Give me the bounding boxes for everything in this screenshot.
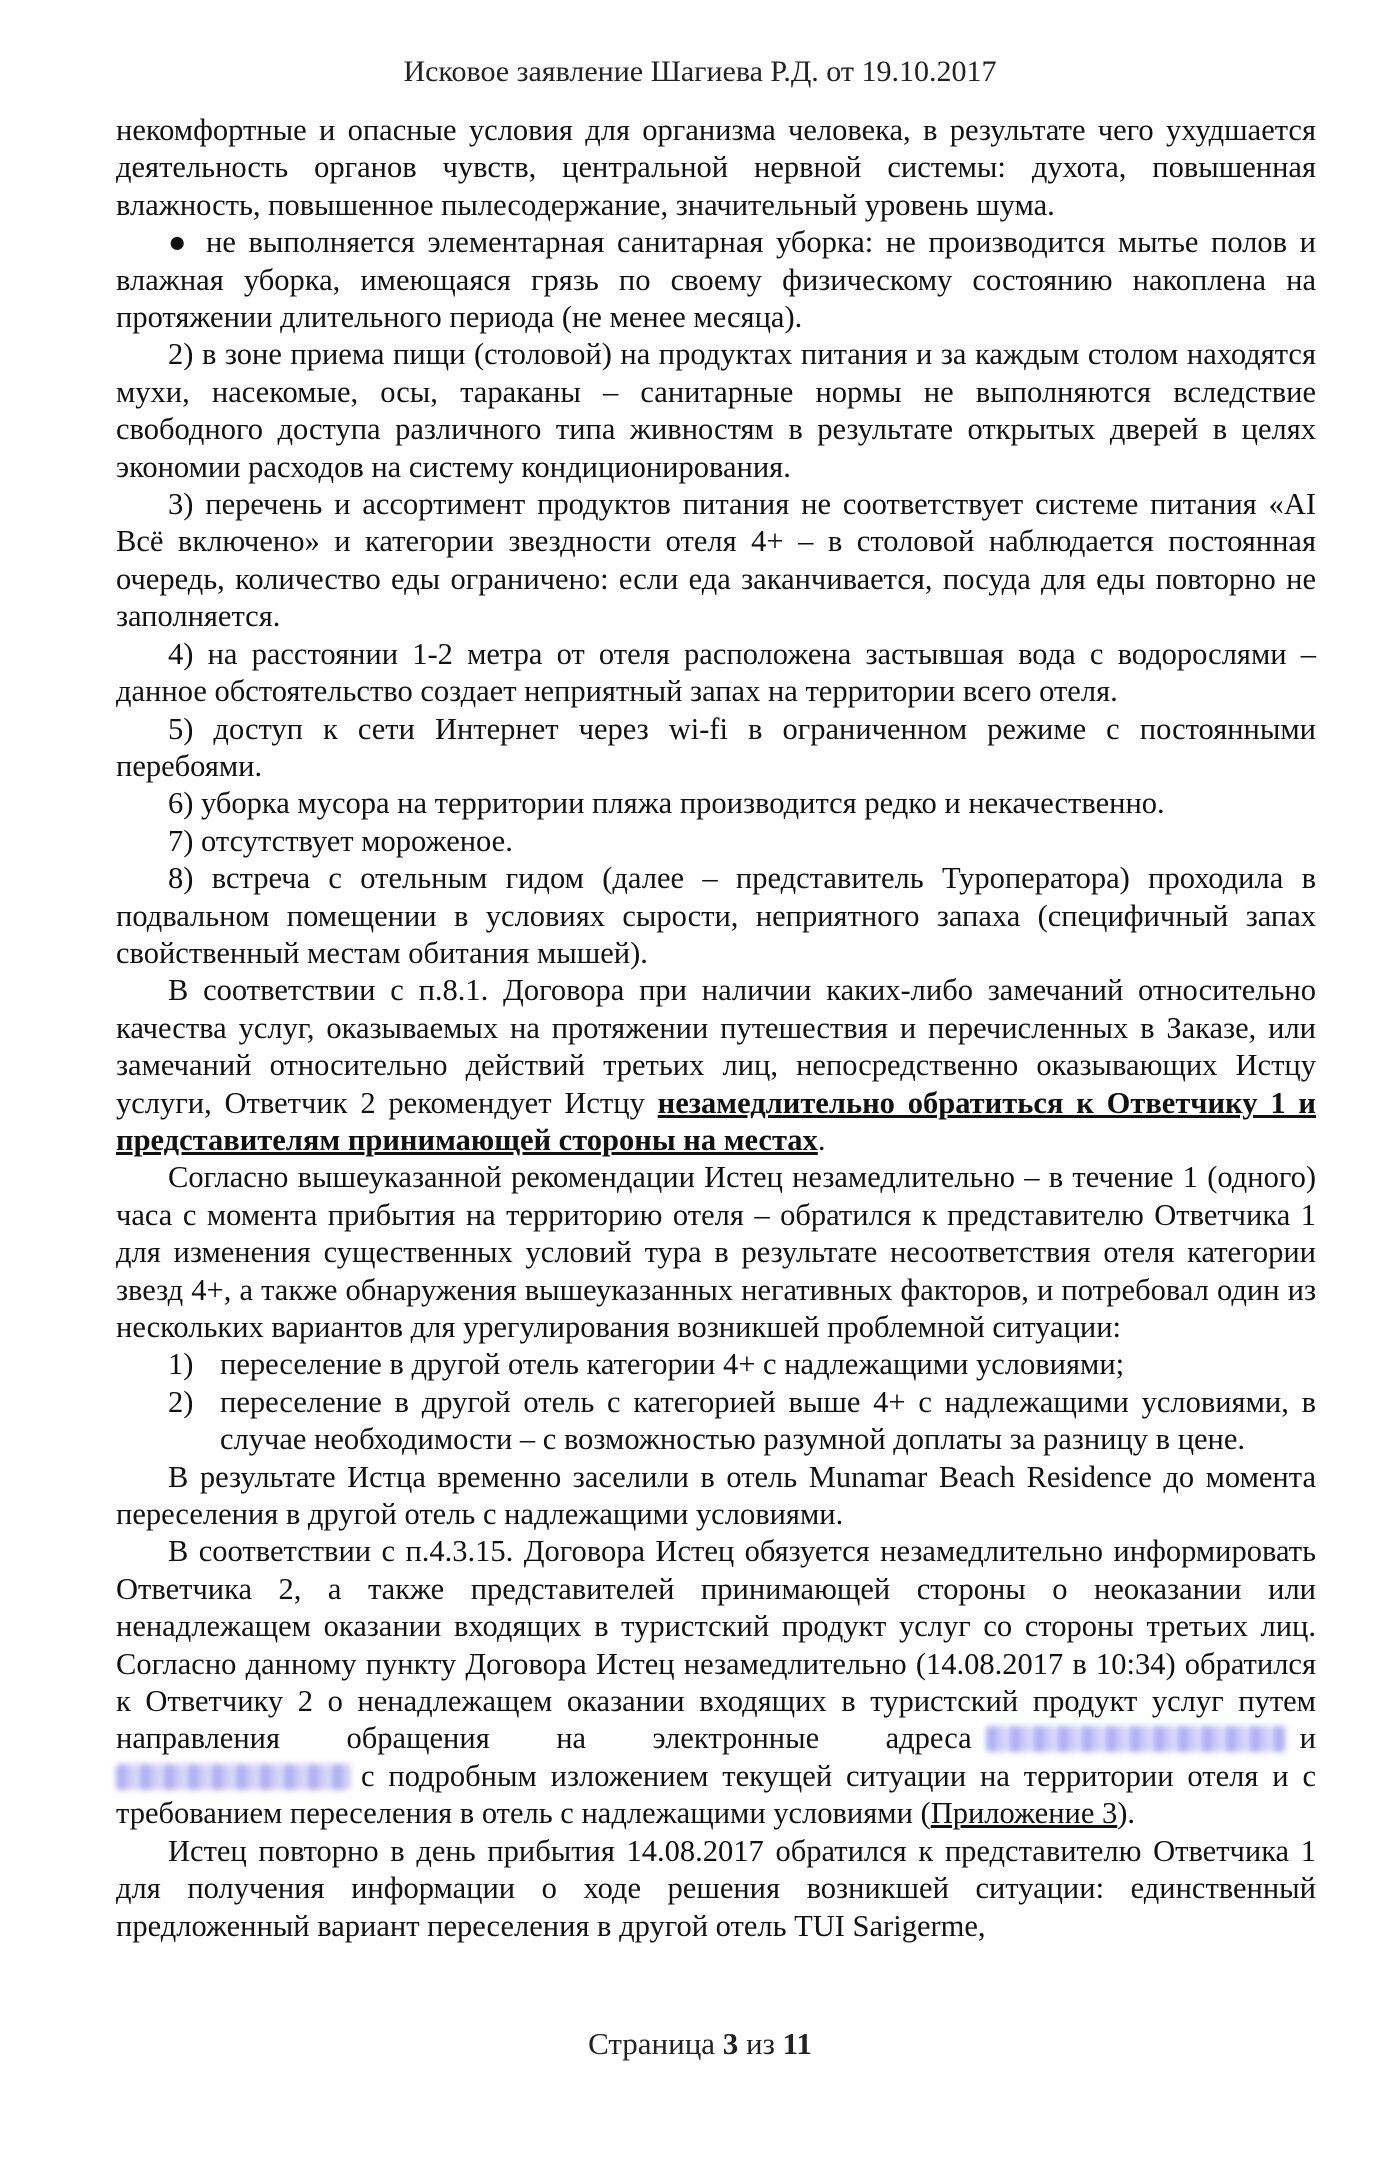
paragraph-repeat-appeal: Истец повторно в день прибытия 14.08.2017 обратился к представителю Ответчика 1 для получения информации о ходе решения возникшей ситуации: единственный предложенный вариант переселения в другой отель TUI Sarigerme,	[116, 1833, 1316, 1943]
paragraph-clause-4-3-15: В соответствии с п.4.3.15. Договора Истец обязуется незамедлительно информировать Ответчика 2, а также представителей принимающей стороны о неоказании или ненадлежащем оказании входящих в туристский продукт услуг со стороны третьих лиц. Согласно данному пункту Договора Истец незамедлительно (14.08.2017 в 10:34) обратился к Ответчику 2 о ненадлежащем оказании входящих в туристский продукт услуг путем направления обращения на электронные адреса и с подробным изложением текущей ситуации на территории отеля и с требованием переселения в отель с надлежащими условиями (Приложение 3).	[116, 1534, 1316, 1831]
paragraph-item-6: 6) уборка мусора на территории пляжа производится редко и некачественно.	[168, 786, 1165, 821]
bullet-marker: ●	[168, 225, 187, 260]
paragraph-item-4: 4) на расстоянии 1-2 метра от отеля расположена застывшая вода с водорослями – данное обстоятельство создает неприятный запах на территории всего отеля.	[116, 636, 1316, 709]
paragraph-recommendation: Согласно вышеуказанной рекомендации Истец незамедлительно – в течение 1 (одного) часа с момента прибытия на территорию отеля – обратился к представителю Ответчика 1 для изменения существенных условий тура в результате несоответствия отеля категории звезд 4+, а также обнаружения вышеуказанных негативных факторов, и потребовал один из нескольких вариантов для урегулирования возникшей проблемной ситуации:	[116, 1160, 1316, 1344]
page-footer: Страница 3 из 11	[588, 2026, 812, 2061]
appendix-link[interactable]: Приложение 3	[930, 1796, 1118, 1831]
bullet-paragraph	[116, 224, 1316, 336]
paragraph-item-7: 7) отсутствует мороженое.	[168, 823, 513, 858]
emphasized-text: незамедлительно обратиться к Ответчику 1 и представителям принимающей стороны на местах	[116, 1085, 1316, 1157]
paragraph-intro: некомфортные и опасные условия для организма человека, в результате чего ухудшается деятельность органов чувств, центральной нервной системы: духота, повышенная влажность, повышенное пылесодержание, значительный уровень шума.	[116, 113, 1316, 222]
paragraph-item-5: 5) доступ к сети Интернет через wi-fi в ограниченном режиме с постоянными перебоями.	[116, 711, 1316, 783]
current-page-number: 3	[722, 2026, 739, 2061]
paragraph-temporary-hotel: В результате Истца временно заселили в отель Munamar Beach Residence до момента переселения в другой отель с надлежащими условиями.	[116, 1459, 1316, 1532]
document-body	[116, 112, 1316, 1945]
bullet-text: не выполняется элементарная санитарная уборка: не производится мытье полов и влажная уборка, имеющаяся грязь по своему физическому состоянию накоплена на протяжении длительного периода (не менее месяца).	[116, 225, 1316, 335]
page-header: Исковое заявление Шагиева Р.Д. от 19.10.2017	[403, 55, 997, 88]
redacted-email-2	[116, 1764, 351, 1790]
paragraph-item-8: 8) встреча с отельным гидом (далее – представитель Туроператора) проходила в подвальном помещении в условиях сырости, неприятного запаха (специфичный запах свойственный местам обитания мышей).	[116, 861, 1316, 970]
list-item: 2) переселение в другой отель с категорией выше 4+ с надлежащими условиями, в случае необходимости – с возможностью разумной доплаты за разницу в цене.	[168, 1384, 1316, 1457]
redacted-email-1	[986, 1726, 1286, 1752]
list-item: 1) переселение в другой отель категории 4+ с надлежащими условиями;	[168, 1347, 1125, 1382]
paragraph-clause-8-1: В соответствии с п.8.1. Договора при наличии каких-либо замечаний относительно качества услуг, оказываемых на протяжении путешествия и перечисленных в Заказе, или замечаний относительно действий третьих лиц, непосредственно оказывающих Истцу услуги, Ответчик 2 рекомендует Истцу незамедлительно обратиться к Ответчику 1 и представителям принимающей стороны на местах.	[116, 973, 1316, 1157]
paragraph-item-3: 3) перечень и ассортимент продуктов питания не соответствует системе питания «AI Всё включено» и категории звездности отеля 4+ – в столовой наблюдается постоянная очередь, количество еды ограничено: если еда заканчивается, посуда для еды повторно не заполняется.	[116, 487, 1316, 634]
paragraph-item-2: 2) в зоне приема пищи (столовой) на продуктах питания и за каждым столом находятся мухи, насекомые, осы, тараканы – санитарные нормы не выполняются вследствие свободного доступа различного типа живностям в результате открытых дверей в целях экономии расходов на систему кондиционирования.	[116, 337, 1316, 484]
total-pages-number: 11	[782, 2026, 812, 2061]
